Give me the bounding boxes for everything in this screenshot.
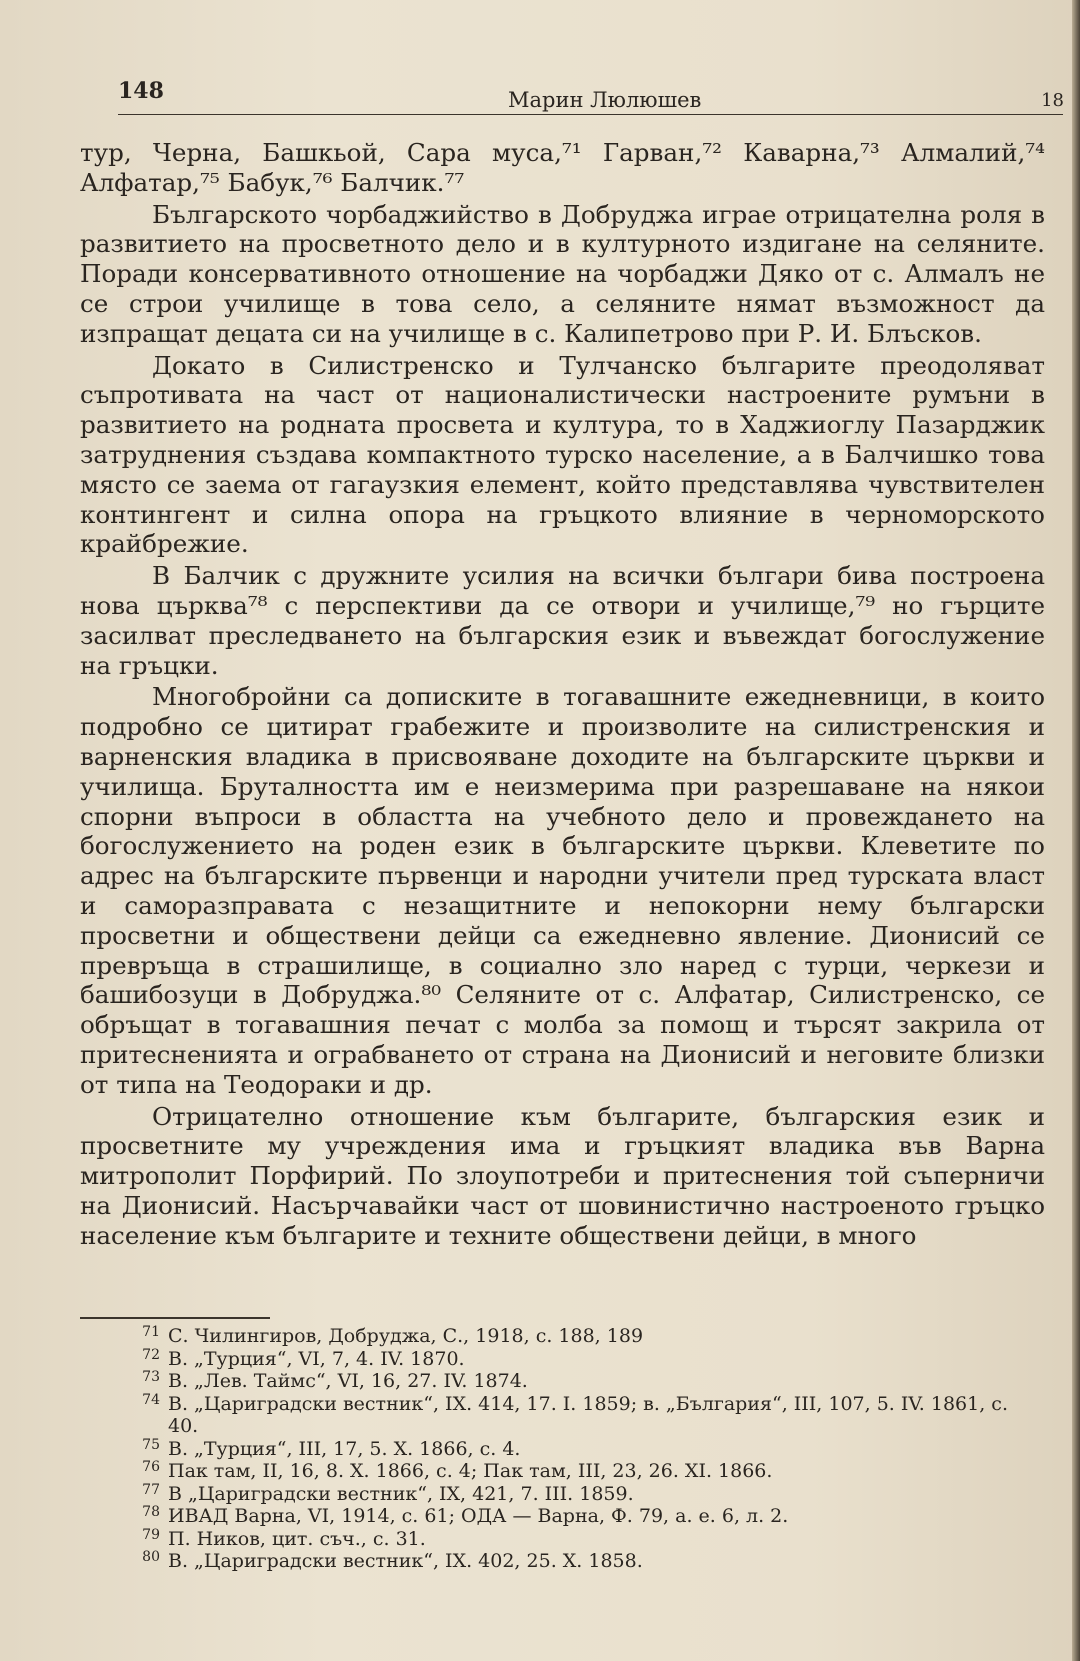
footnote-number: 72 bbox=[142, 1346, 160, 1363]
running-title: Марин Люлюшев bbox=[508, 88, 702, 112]
footnote-number: 76 bbox=[142, 1459, 160, 1475]
footnote-text: В. „Цариградски вестник“, IX. 402, 25. X. 1858. bbox=[168, 1550, 643, 1572]
header-rule bbox=[118, 114, 1063, 115]
footnote bbox=[130, 1393, 1010, 1438]
footnote-number: 75 bbox=[142, 1436, 160, 1453]
footnote bbox=[130, 1528, 1010, 1551]
footnote-text: П. Ников, цит. съч., с. 31. bbox=[168, 1527, 426, 1550]
footnote-text: В. „Турция“, VI, 7, 4. IV. 1870. bbox=[168, 1347, 465, 1370]
paragraph: тур, Черна, Башкьой, Сара муса,⁷¹ Гарван,⁷² Каварна,⁷³ Алмалий,⁷⁴ Алфатар,⁷⁵ Бабук,⁷⁶ Балчик.⁷⁷ bbox=[80, 138, 1045, 197]
page-number: 148 bbox=[118, 78, 164, 104]
footnote bbox=[130, 1348, 1010, 1371]
footnote bbox=[130, 1505, 1010, 1528]
footnote bbox=[130, 1325, 1010, 1348]
footnote bbox=[130, 1460, 1010, 1483]
paragraph: Докато в Силистренско и Тулчанско българите преодоляват съпротивата на част от националистически настроените румъни в развитието на родната просвета и култура, то в Хаджиоглу Пазарджик затруднения създава компактното турско население, а в Балчишко това място се заема от гагаузкия елемент, който представлява чувствителен контингент и силна опора на гръцкото влияние в черноморското крайбрежие. bbox=[80, 350, 1045, 559]
footnote-text: С. Чилингиров, Добруджа, С., 1918, с. 188, 189 bbox=[168, 1325, 644, 1347]
footnote-text: ИВАД Варна, VI, 1914, с. 61; ОДА — Варна, Ф. 79, а. е. 6, л. 2. bbox=[168, 1505, 789, 1527]
page-header bbox=[118, 78, 1068, 118]
footnotes bbox=[130, 1325, 1010, 1573]
footnote-text: В. „Цариградски вестник“, IX. 414, 17. I. 1859; в. „България“, III, 107, 5. IV. 1861, с. 40. bbox=[168, 1392, 1008, 1437]
footnote-number: 77 bbox=[142, 1481, 160, 1498]
footnote bbox=[130, 1483, 1010, 1506]
page-edge bbox=[1072, 0, 1080, 1661]
footnote-number: 78 bbox=[142, 1504, 160, 1520]
footnote-text: В. „Турция“, III, 17, 5. X. 1866, с. 4. bbox=[168, 1437, 521, 1460]
footnote-number: 80 bbox=[142, 1549, 160, 1565]
paragraph: В Балчик с дружните усилия на всички българи бива построена нова църква⁷⁸ с перспективи да се отвори и училище,⁷⁹ но гърците засилват преследването на българския език и въвеждат богослужение на гръцки. bbox=[80, 561, 1045, 680]
footnote-text: В „Цариградски вестник“, IX, 421, 7. III. 1859. bbox=[168, 1482, 634, 1505]
footnote bbox=[130, 1550, 1010, 1573]
main-text bbox=[80, 138, 1045, 1250]
footnote bbox=[130, 1370, 1010, 1393]
header-cut-mark: 18 bbox=[1041, 90, 1064, 111]
footnote bbox=[130, 1438, 1010, 1461]
footnote-text: В. „Лев. Таймс“, VI, 16, 27. IV. 1874. bbox=[168, 1370, 528, 1392]
footnote-number: 73 bbox=[142, 1369, 160, 1385]
paragraph: Многобройни са дописките в тогавашните ежедневници, в които подробно се цитират грабежите и произволите на силистренския и варненския владика в присвояване доходите на българските църкви и училища. Бруталността им е неизмерима при разрешаване на някои спорни въпроси в областта на учебното дело и провеждането на богослужението на роден език в българските църкви. Клеветите по адрес на българските първенци и народни учители пред турската власт и саморазправата с незащитните и непокорни нему български просветни и обществени дейци са ежедневно явление. Дионисий се превръща в страшилище, в социално зло наред с турци, черкези и башибозуци в Добруджа.⁸⁰ Селяните от с. Алфатар, Силистренско, се обръщат в тогавашния печат с молба за помощ и търсят закрила от притесненията и ограбването от страна на Дионисий и неговите близки от типа на Теодораки и др. bbox=[80, 682, 1045, 1099]
footnote-number: 79 bbox=[142, 1526, 160, 1543]
paragraph: Българското чорбаджийство в Добруджа играе отрицателна роля в развитието на просветното дело и в културното издигане на селяните. Поради консервативното отношение на чорбаджи Дяко от с. Алмалъ не се строи училище в това село, а селяните нямат възможност да изпращат децата си на училище в с. Калипетрово при Р. И. Блъсков. bbox=[80, 199, 1045, 348]
footnote-text: Пак там, II, 16, 8. X. 1866, с. 4; Пак там, III, 23, 26. XI. 1866. bbox=[168, 1460, 773, 1482]
paragraph: Отрицателно отношение към българите, българския език и просветните му учреждения има и гръцкият владика във Варна митрополит Порфирий. По злоупотреби и притеснения той съперничи на Дионисий. Насърчавайки част от шовинистично настроеното гръцко население към българите и техните обществени дейци, в много bbox=[80, 1101, 1045, 1250]
footnote-number: 71 bbox=[142, 1324, 160, 1340]
footnote-rule bbox=[80, 1317, 270, 1319]
footnote-number: 74 bbox=[142, 1391, 160, 1408]
